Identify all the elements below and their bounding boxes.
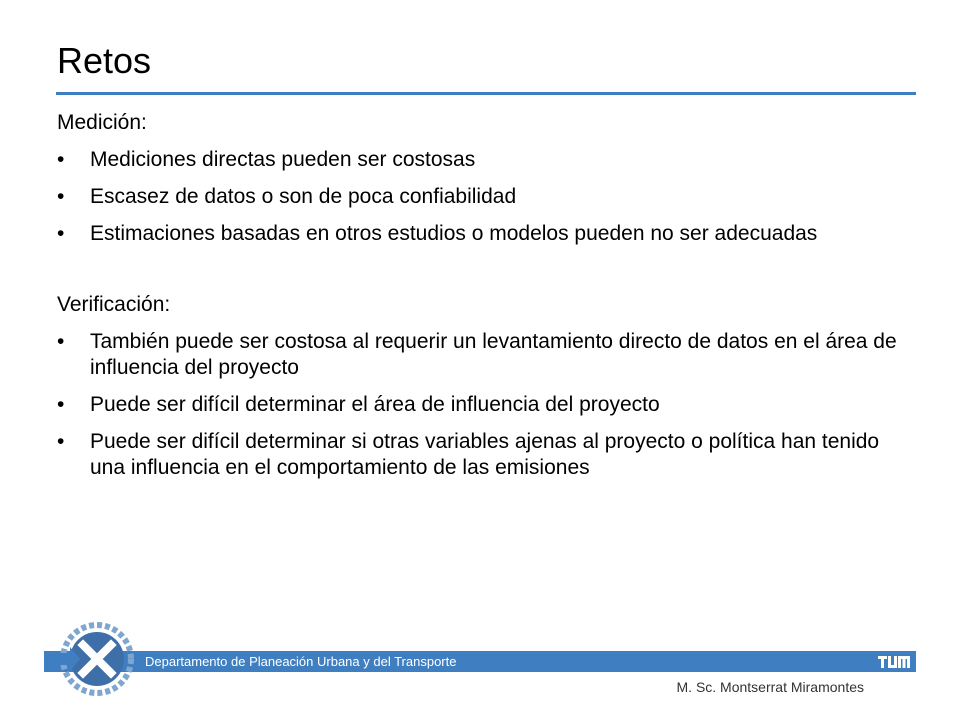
bullet-text: Estimaciones basadas en otros estudios o modelos pueden no ser adecuadas [90, 222, 818, 245]
bullet-mark: • [57, 222, 65, 245]
section-heading-medicion: Medición: [57, 111, 147, 134]
bullet-mark: • [57, 430, 65, 453]
list-item [57, 329, 897, 381]
bullet-list-verificacion [57, 329, 897, 481]
slide-title: Retos [57, 40, 152, 81]
list-item [57, 429, 897, 481]
tum-logo-icon [876, 653, 912, 670]
list-item [57, 392, 897, 418]
bullet-mark: • [57, 148, 65, 171]
list-item [57, 184, 897, 210]
title-divider [56, 92, 916, 95]
bullet-mark: • [57, 393, 65, 416]
bullet-text: Puede ser difícil determinar si otras variables ajenas al proyecto o política han tenido una influencia en el comportamiento de las emisiones [90, 430, 880, 479]
bullet-text: Puede ser difícil determinar el área de influencia del proyecto [90, 393, 660, 416]
list-item [57, 147, 897, 173]
slide-body [57, 110, 897, 492]
bullet-text: Mediciones directas pueden ser costosas [90, 148, 476, 171]
bullet-text: Escasez de datos o son de poca confiabilidad [90, 185, 517, 208]
bullet-mark: • [57, 185, 65, 208]
author-name: M. Sc. Montserrat Miramontes [676, 679, 864, 695]
bullet-mark: • [57, 330, 65, 353]
department-emblem-icon [60, 622, 134, 696]
section-heading-verificacion: Verificación: [57, 293, 171, 316]
list-item [57, 221, 897, 247]
department-name: Departamento de Planeación Urbana y del Transporte [145, 654, 457, 669]
bullet-text: También puede ser costosa al requerir un levantamiento directo de datos en el área de influencia del proyecto [90, 330, 897, 379]
bullet-list-medicion [57, 147, 897, 247]
